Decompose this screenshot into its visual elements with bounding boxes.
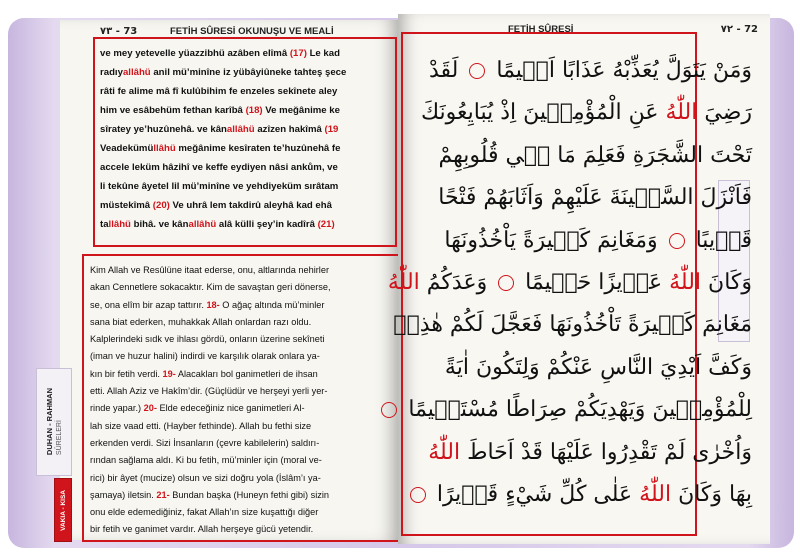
meaning-line <box>90 262 395 279</box>
text-segment: وَاُخْرٰى لَمْ تَقْدِرُوا عَلَيْهَا قَدْ اَحَاطَ <box>460 439 752 465</box>
highlight-word: (18) <box>245 105 263 116</box>
verse-number: 18- <box>206 299 220 310</box>
text-segment: bihâ. ve kân <box>130 219 189 230</box>
left-page-title: FETİH SÛRESİ OKUNUŞU VE MEALİ <box>170 25 334 37</box>
meaning-line <box>90 400 395 417</box>
text-segment: وَمَنْ يَتَوَلَّ يُعَذِّبْهُ عَذَابًا اَل۪يمًا <box>489 58 752 83</box>
highlight-word: allâhü <box>226 124 255 135</box>
text-segment: etti. Allah Aziz ve Hakîm’dir. (Güçlüdür ve herşeyi yerli yer- <box>90 386 328 397</box>
meaning-line <box>90 435 395 452</box>
meaning-line <box>90 279 395 296</box>
verse-number: 21- <box>156 489 170 500</box>
arabic-line <box>404 220 760 262</box>
text-segment: عَز۪يزًا حَك۪يمًا <box>518 270 670 296</box>
arabic-line <box>404 474 760 516</box>
highlight-word: اللّٰهُ <box>669 270 702 296</box>
text-segment: ta <box>100 219 109 230</box>
meaning-line <box>90 297 395 314</box>
highlight-word: اللّٰهُ <box>665 100 698 126</box>
highlight-word: allâhü <box>188 219 217 230</box>
text-segment: kın bir fetih verdi. <box>90 368 163 379</box>
arabic-line <box>404 50 760 92</box>
highlight-word: allâhü <box>122 67 151 78</box>
text-segment: bir fetih ve ganimet vardır. Allah herşeye gücü yetendir. <box>90 524 314 535</box>
transliteration-line <box>100 44 392 63</box>
verse-end-marker-icon <box>469 63 485 79</box>
transliteration-text <box>100 44 392 244</box>
text-segment: (iman ve huzur halini) indirdi ve karşılık olarak onlara ya- <box>90 351 320 362</box>
transliteration-line <box>100 120 392 139</box>
side-tab-label: VAKIA - KISA <box>59 489 67 531</box>
arabic-line <box>404 92 760 134</box>
text-segment: Veadekümü <box>100 143 154 154</box>
text-segment: alâ külli şey’in kadîrâ <box>216 219 318 230</box>
text-segment: بِهَا وَكَانَ <box>671 482 752 508</box>
text-segment: rinde yapar.) <box>90 403 144 414</box>
text-segment: Elde edeceğiniz nice ganimetleri Al- <box>156 403 305 414</box>
transliteration-line <box>100 177 392 196</box>
highlight-word: (19 <box>324 124 339 135</box>
text-segment: وَعَدَكُمُ <box>419 270 495 296</box>
arabic-line <box>393 304 760 346</box>
text-segment: Le kad <box>306 48 340 59</box>
text-segment: وَمَغَانِمَ كَث۪يرَةً يَاْخُذُونَهَا <box>444 227 665 253</box>
text-segment: وَكَفَّ اَيْدِيَ النَّاسِ عَنْكُمْ وَلِتَكُونَ اٰيَةً <box>444 354 752 380</box>
text-segment: lah size vaad etti. (Hayber fethinde). Allah bu fethi size <box>90 420 312 431</box>
text-segment: فَاَنْزَلَ السَّك۪ينَةَ عَلَيْهِمْ وَاَثَابَهُمْ فَتْحًا <box>438 185 752 211</box>
arabic-line <box>404 347 760 389</box>
side-tab-title: DUHAN - RAHMAN <box>45 388 54 456</box>
text-segment: sîratey ye’huzûnehâ. ve kân <box>100 124 227 135</box>
text-segment: accele leküm hâzihî ve keffe eydiyen nâsi ankům, ve <box>100 162 338 173</box>
text-segment: عَلٰى كُلِّ شَيْءٍ قَد۪يرًا <box>429 482 640 508</box>
meaning-line <box>90 383 395 400</box>
verse-end-marker-icon <box>498 275 514 291</box>
transliteration-line <box>100 82 392 101</box>
text-segment: radıy <box>100 67 123 78</box>
transliteration-line <box>100 158 392 177</box>
text-segment: anil mü’minîne iz yübâyiûneke tahteş şece <box>150 67 347 78</box>
arabic-line <box>387 262 760 304</box>
text-segment: li tekûne âyetel lil mü’minîne ve yehdiyeküm sırâtam <box>100 181 339 192</box>
text-segment: him ve esâbehüm fethan karîbâ <box>100 105 246 116</box>
text-segment: Bundan başka (Huneyn fethi gibi) sizin <box>169 489 330 500</box>
arabic-line <box>404 432 760 474</box>
text-segment: لَقَدْ <box>429 58 466 83</box>
text-segment: azîzen hakîmâ <box>254 124 325 135</box>
side-tab-vakia-kisa[interactable] <box>54 478 72 542</box>
verse-number: 20- <box>143 403 157 414</box>
meaning-text <box>90 262 395 535</box>
transliteration-line <box>100 139 392 158</box>
text-segment: rici) bir âyet (mucize) olsun ve sizi doğru yola (İslâm’ı ya- <box>90 472 321 483</box>
text-segment: erkenden verdi. Sizi İnsanların (çevre kabilelerin) saldırı- <box>90 437 320 448</box>
text-segment: ve mey yetevelle yüazzibhü azâben elîmâ <box>100 48 290 59</box>
verse-end-marker-icon <box>381 402 397 418</box>
arabic-line <box>404 177 760 219</box>
arabic-text <box>387 50 760 530</box>
highlight-word: اللّٰهُ <box>387 270 420 296</box>
text-segment: râti fe alime mâ fî kulûbihim fe enzeles sekînete aley <box>100 86 338 97</box>
text-segment: Kalplerindeki sıdk ve ihlası gördü, onların üzerine sekîneti <box>90 334 325 345</box>
text-segment: müstekîmâ <box>100 200 153 211</box>
verse-end-marker-icon <box>669 233 685 249</box>
text-segment: وَكَانَ <box>701 270 752 296</box>
verse-number: 19- <box>162 368 176 379</box>
meaning-line <box>90 452 395 469</box>
highlight-word: اللّٰهُ <box>428 439 461 465</box>
text-segment: قَر۪يبًا <box>688 227 752 253</box>
verse-end-marker-icon <box>410 487 426 503</box>
text-segment: rından sağlama aldı. Ki bu fetih, mü’minler için (moral ve- <box>90 455 322 466</box>
meaning-line <box>90 470 395 487</box>
highlight-word: llâhü <box>153 143 176 154</box>
meaning-line <box>90 418 395 435</box>
side-tab-subtitle: SÛRELERİ <box>56 420 63 456</box>
meaning-line <box>90 504 395 521</box>
meaning-line <box>90 314 395 331</box>
text-segment: Ve meğânime ke <box>262 105 340 116</box>
text-segment: تَحْتَ الشَّجَرَةِ فَعَلِمَ مَا ف۪ي قُلُوبِهِمْ <box>438 142 752 168</box>
text-segment: meğânime kesîraten te’huzûnehâ fe <box>175 143 341 154</box>
transliteration-line <box>100 196 392 215</box>
highlight-word: llâhü <box>108 219 131 230</box>
meaning-line <box>90 521 395 538</box>
left-page-number: ٧٣ - 73 <box>100 25 138 37</box>
text-segment: لِلْمُؤْمِن۪ينَ وَيَهْدِيَكُمْ صِرَاطًا مُسْتَق۪يمًا <box>401 397 752 423</box>
right-page-title: FETİH SÛRESİ <box>508 23 574 35</box>
text-segment: مَغَانِمَ كَث۪يرَةً تَاْخُذُونَهَا فَعَجَّلَ لَكُمْ هٰذِه۪ <box>393 312 752 338</box>
text-segment: Kim Allah ve Resûlüne itaat ederse, onu, altlarında nehirler <box>90 265 330 275</box>
side-tab-duhan-rahman[interactable] <box>36 368 72 476</box>
transliteration-line <box>100 101 392 120</box>
meaning-line <box>90 487 395 504</box>
text-segment: O ağaç altında mü’minler <box>219 299 325 310</box>
meaning-line <box>90 331 395 348</box>
meaning-line <box>90 348 395 365</box>
arabic-line <box>404 135 760 177</box>
text-segment: عَنِ الْمُؤْمِن۪ينَ اِذْ يُبَايِعُونَكَ <box>420 100 666 126</box>
text-segment: Ve uhrâ lem takdirû aleyhâ kad ehâ <box>169 200 332 211</box>
text-segment: şamaya) iletsin. <box>90 489 157 500</box>
highlight-word: (21) <box>317 219 335 230</box>
right-page-number: ٧٢ - 72 <box>720 23 758 35</box>
text-segment: sana biat ederken, muhakkak Allah onlardan razı oldu. <box>90 316 312 327</box>
transliteration-line <box>100 215 392 234</box>
text-segment: akan Cennetlere sokacaktır. Kim de savaştan geri dönerse, <box>90 282 331 293</box>
transliteration-line <box>100 63 392 82</box>
highlight-word: اللّٰهُ <box>639 482 672 508</box>
text-segment: onu elde edemediğiniz, fakat Allah’ın size kuşattığı diğer <box>90 507 319 518</box>
text-segment: se, ona elîm bir azap tattırır. <box>90 299 207 310</box>
meaning-line <box>90 366 395 383</box>
text-segment: Alacakları bol ganimetleri de ihsan <box>175 368 318 379</box>
highlight-word: (17) <box>289 48 307 59</box>
text-segment: رَضِيَ <box>697 100 752 126</box>
highlight-word: (20) <box>152 200 170 211</box>
arabic-line <box>401 389 760 431</box>
